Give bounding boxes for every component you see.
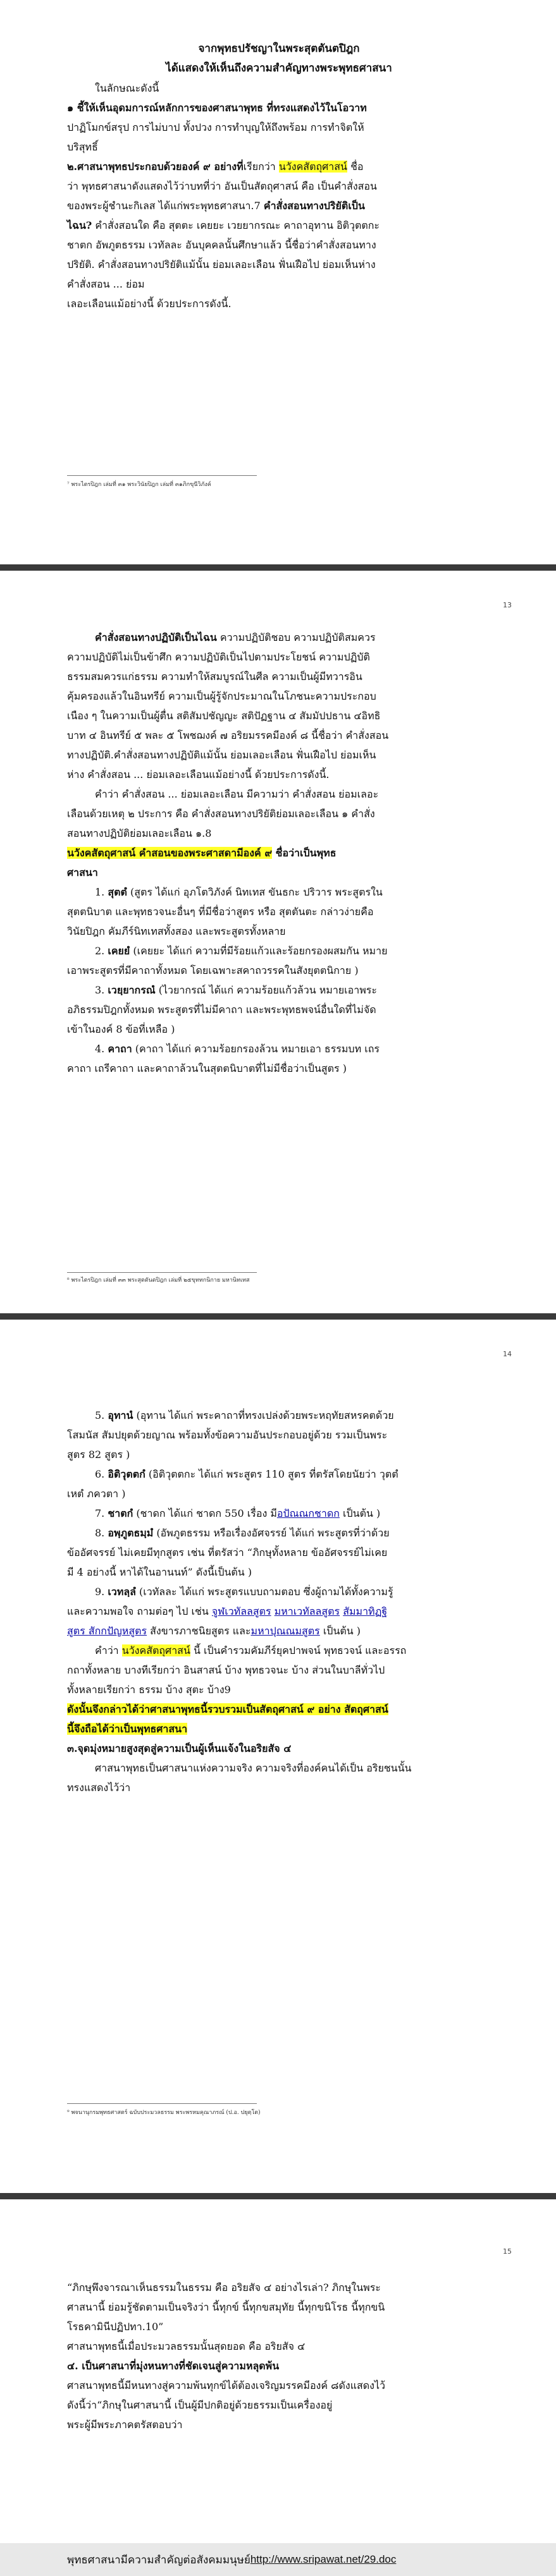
inline-text: คำสั่งสอนใด คือ สุตตะ เคยยะ เวยยากรณะ คาถาอุทาน อิติวุตตกะ — [92, 219, 380, 231]
list-number: 8. — [95, 1527, 108, 1539]
footnote: ⁷ พระไตรปิฎก เล่มที่ ๓๑ พระวินัยปิฎก เล่มที่ ๓๑ภิกขุนีวิภังค์ — [67, 482, 211, 488]
paragraph-line: โสมนัส สัมปยุตด้วยญาณ พร้อมทั้งข้อความอันประกอบอยู่ด้วย รวมเป็นพระ — [67, 1429, 388, 1441]
page-2-body — [67, 628, 491, 1078]
list-item — [67, 1406, 491, 1425]
heading-text: ๒.ศาสนาพุทธประกอบด้วยองค์ ๙ อย่างที่ — [67, 161, 244, 173]
section-heading-3: ๓.จุดมุ่งหมายสูงสุดสู่ความเป็นผู้เห็นแจ้งในอริยสัจ ๔ — [67, 1742, 292, 1754]
paragraph-line: ว่า พุทธศาสนาดังแสดงไว้ว่าบทที่ว่า อันเป็นสัตถุศาสน์ คือ เป็นคำสั่งสอน — [67, 180, 377, 192]
paragraph-line: ในลักษณะดังนี้ — [95, 82, 159, 94]
document-page-1 — [0, 0, 556, 488]
term: ชาตกํ — [108, 1507, 133, 1519]
page-number: 13 — [503, 601, 512, 609]
paragraph-line: เข้าในองค์ 8 ข้อที่เหลือ ) — [67, 1023, 175, 1035]
paragraph-line: ศาสนานี้ ย่อมรู้ชัดตามเป็นจริงว่า นี้ทุกข์ นี้ทุกขสมุทัย นี้ทุกขนิโรธ นี้ทุกขนิ — [67, 2301, 385, 2313]
list-item — [67, 1039, 491, 1059]
section-heading-1: ๑ ชี้ให้เห็นอุดมการณ์หลักการของศาสนาพุทธ ที่ทรงแสดงไว้ในโอวาท — [67, 102, 367, 114]
paragraph-line: เอาพระสูตรที่มีคาถาทั้งหมด โดยเฉพาะสคาถวรรคในสังยุตตนิกาย ) — [67, 964, 359, 976]
reference-link[interactable]: จูฬเวทัลลสูตร — [211, 1605, 271, 1617]
term: เวทลฺลํ — [108, 1586, 136, 1598]
inline-text: นี้ เป็นคำรวมคัมภีร์ยุคปาพจน์ พุทธวจน์ และอรรถ — [190, 1644, 407, 1656]
paragraph-line: สุตตนิบาต และพุทธวจนะอื่นๆ ที่มีชื่อว่าสูตร หรือ สุตตันตะ กล่าวง่ายคือ — [67, 906, 374, 918]
list-item — [67, 1582, 491, 1601]
list-number: 2. — [95, 945, 108, 957]
document-page-3 — [0, 1320, 556, 2192]
list-number: 4. — [95, 1043, 108, 1055]
paragraph-line: ธรรมสมควรแก่ธรรม ความทำให้สมบูรณ์ในศีล ความเป็นผู้มีทวารอิน — [67, 671, 362, 683]
paragraph-line: กถาทั้งหลาย บางทีเรียกว่า อินสาสน์ บ้าง พุทธวจนะ บ้าง ส่วนในบาลีทั่วไป — [67, 1664, 385, 1676]
highlighted-term: นวังคสัตถุศาสน์ — [121, 1644, 190, 1656]
bold-text: คำสั่งสอนทางปฏิบัติเป็นไฉน — [95, 631, 217, 643]
document-page-4 — [0, 2199, 556, 2543]
inline-text: (เวทัลละ ได้แก่ พระสูตรแบบถามตอบ ซึ่งผู้ถามได้ทั้งความรู้ — [135, 1586, 393, 1598]
paragraph-line: อภิธรรมปิฎกทั้งหมด พระสูตรที่ไม่มีคาถา และพระพุทธพจน์อื่นใดที่ไม่จัด — [67, 1004, 376, 1016]
paragraph-line: ปริยัติ. คำสั่งสอนทางปริยัติแม้นั้น ย่อมเลอะเลือน ฟั่นเฝือไป ย่อมเห็นห่าง — [67, 258, 376, 270]
paragraph-line — [67, 196, 491, 216]
inline-text: เป็นต้น ) — [339, 1507, 381, 1519]
term: อิติวุตตกํ — [108, 1468, 145, 1480]
paragraph-line: ปาฏิโมกข์สรุป การไม่บาป ทั้งปวง การทำบุญให้ถึงพร้อม การทำจิตให้ — [67, 121, 364, 133]
list-number: 6. — [95, 1468, 108, 1480]
paragraph-line: สอนทางปฏิบัติย่อมเลอะเลือน ๑.8 — [67, 827, 212, 839]
paragraph-line: เนือง ๆ ในความเป็นผู้ตื่น สติสัมปชัญญะ สติปัฏฐาน ๔ สัมมัปปธาน ๔อิทธิ — [67, 710, 381, 722]
paragraph-line: เลือนด้วยเหตุ ๒ ประการ คือ คำสั่งสอนทางปริยัติย่อมเลอะเลือน ๑ คำสั่ง — [67, 808, 375, 820]
paragraph-line: สูตร 82 สูตร ) — [67, 1449, 130, 1461]
term: สุตตํ — [108, 886, 127, 898]
page-3-body — [67, 1406, 491, 1797]
inline-text: (อิติวุตตกะ ได้แก่ พระสูตร 110 สูตร ที่ตรัสโดยนัยว่า วุตตํ — [145, 1468, 398, 1480]
paragraph-line — [67, 1621, 491, 1641]
footnote-rule — [67, 475, 257, 476]
list-number: 5. — [95, 1409, 108, 1421]
footnote-rule — [67, 2103, 257, 2104]
list-item — [67, 1523, 491, 1543]
page-1-body — [67, 39, 491, 313]
paragraph-line: คุ้มครองแล้วในอินทรีย์ ความเป็นผู้รู้จักประมาณในโภชนะความประกอบ — [67, 690, 376, 702]
paragraph-line: ความปฏิบัติไม่เป็นข้าศึก ความปฏิบัติเป็นไปตามประโยชน์ ความปฏิบัติ — [67, 651, 370, 663]
page-separator — [0, 1313, 556, 1320]
paragraph-line: คำสั่งสอน ... ย่อม — [67, 278, 145, 290]
inline-text: (อุทาน ได้แก่ พระคาถาที่ทรงเปล่งด้วยพระหฤทัยสหรคตด้วย — [133, 1409, 394, 1421]
term: เคยยํ — [108, 945, 130, 957]
term: อุทานํ — [108, 1409, 133, 1421]
section-heading — [67, 843, 491, 863]
paragraph-line: เลอะเลือนแม้อย่างนี้ ด้วยประการดังนี้. — [67, 298, 232, 310]
paragraph-line: ทางปฏิบัติ.คำสั่งสอนทางปฏิบัติแม้นั้น ย่อมเลอะเลือน ฟั่นเฝือไป ย่อมเห็น — [67, 749, 376, 761]
footer-url-link[interactable]: http://www.sripawat.net/29.doc — [250, 2553, 397, 2565]
paragraph-line — [67, 628, 491, 647]
term: คาถา — [108, 1043, 132, 1055]
highlighted-line: นี้จึงถือได้ว่าเป็นพุทธศาสนา — [67, 1723, 188, 1735]
reference-link[interactable]: มหาเวทัลลสูตร — [274, 1605, 340, 1617]
paragraph-line: ชาตก อัพภูตธรรม เวทัลละ อันบุคคลนั้นศึกษาแล้ว นี้ชื่อว่าคำสั่งสอนทาง — [67, 239, 376, 251]
footnote: ⁹ พจนานุกรมพุทธศาสตร์ ฉบับประมวลธรรม พระพรหมคุณาภรณ์ (ป.อ. ปยุตฺโต) — [67, 2110, 261, 2116]
paragraph-line — [67, 1641, 491, 1660]
paragraph-line: ศาสนาพุทธเป็นศาสนาแห่งความจริง ความจริงที่องค์คนได้เป็น อริยชนนั้น — [95, 1762, 412, 1774]
footnote: ⁸ พระไตรปิฎก เล่มที่ ๓๓ พระสุตตันตปิฎก เล่มที่ ๒๕ขุททกนิกาย มหานิทเทส — [67, 1277, 250, 1284]
highlighted-heading: นวังคสัตถุศาสน์ คำสอนของพระศาสดามีองค์ ๙ — [67, 847, 273, 859]
list-item — [67, 1504, 491, 1523]
list-number: 9. — [95, 1586, 108, 1598]
inline-text: (ชาดก ได้แก่ ชาดก 550 เรื่อง มี — [133, 1507, 277, 1519]
highlighted-term: นวังคสัตถุศาสน์ — [278, 161, 347, 173]
bold-text: ไฉน? — [67, 219, 92, 231]
bold-text: คำสั่งสอนทางปริยัติเป็น — [263, 200, 365, 212]
list-number: 1. — [95, 886, 108, 898]
list-item — [67, 941, 491, 961]
paragraph-line: ห่าง คำสั่งสอน ... ย่อมเลอะเลือนแม้อย่างนี้ ด้วยประการดังนี้. — [67, 769, 330, 781]
inline-text: สังขารภาชนิยสูตร และ — [147, 1625, 251, 1637]
paragraph-line: มี 4 อย่างนี้ หาได้ในอานนท์” ดังนี้เป็นต้น ) — [67, 1566, 252, 1578]
term: เวยฺยากรณํ — [108, 984, 156, 996]
inline-text: (อัพภูตธรรม หรือเรื่องอัศจรรย์ ได้แก่ พระสูตรที่ว่าด้วย — [153, 1527, 390, 1539]
paragraph-line: ศาสนาพุทธนี้เมื่อประมวลธรรมนั้นสุดยอด คือ อริยสัจ ๔ — [67, 2340, 306, 2352]
paragraph-line — [67, 1601, 491, 1621]
document-subtitle: ได้แสดงให้เห็นถึงความสำคัญทางพระพุทธศาสนา — [166, 62, 392, 75]
inline-text: คำว่า — [95, 1644, 122, 1656]
reference-link[interactable]: มหาปุณณมสูตร — [250, 1625, 320, 1637]
paragraph-line: ดังนี้ว่า“ภิกษุในศาสนานี้ เป็นผู้มีปกติอยู่ด้วยธรรมเป็นเครื่องอยู่ — [67, 2399, 333, 2411]
highlighted-paragraph — [67, 1719, 491, 1739]
page-4-body — [67, 2278, 491, 2434]
paragraph-line: เหตํ ภควตา ) — [67, 1488, 126, 1500]
paragraph-line: “ภิกษุพึงจารณาเห็นธรรมในธรรม คือ อริยสัจ ๔ อย่างไรเล่า? ภิกษุในพระ — [67, 2281, 381, 2293]
highlighted-paragraph — [67, 1699, 491, 1719]
inline-text: และความพอใจ ถามต่อๆ ไป เช่น — [67, 1605, 212, 1617]
paragraph-line: ข้ออัศจรรย์ ไม่เคยมีทุกสูตร เช่น ที่ตรัสว่า “ภิกษุทั้งหลาย ข้ออัศจรรย์ไม่เคย — [67, 1546, 388, 1558]
reference-link[interactable]: สัมมาทิฏฐิ — [343, 1605, 388, 1617]
section-heading-cont: ศาสนา — [67, 866, 98, 878]
paragraph-line: คำว่า คำสั่งสอน ... ย่อมเลอะเลือน มีความว่า คำสั่งสอน ย่อมเลอะ — [95, 788, 379, 800]
page-separator — [0, 564, 556, 571]
paragraph-line: บริสุทธิ์ — [67, 141, 98, 153]
paragraph-line: โรธคามินีปฏิปทา.10” — [67, 2321, 164, 2333]
document-page-2 — [0, 571, 556, 1284]
paragraph-line: ทั้งหลายเรียกว่า ธรรม บ้าง สุตะ บ้าง9 — [67, 1684, 231, 1696]
list-number: 3. — [95, 984, 108, 996]
reference-link[interactable]: สูตร — [67, 1625, 89, 1637]
list-item — [67, 882, 491, 902]
inline-text: (ไวยากรณ์ ได้แก่ ความร้อยแก้วล้วน หมายเอาพระ — [155, 984, 377, 996]
paragraph-line: ทรงแสดงไว้ว่า — [67, 1782, 131, 1794]
paragraph-line: คาถา เถรีคาถา และคาถาล้วนในสุตตนิบาตที่ไม่มีชื่อว่าเป็นสูตร ) — [67, 1062, 347, 1074]
inline-text: (สูตร ได้แก่ อุภโตวิภังค์ นิทเทส ขันธกะ ปริวาร พระสูตรใน — [127, 886, 383, 898]
section-heading-4: ๔. เป็นศาสนาที่มุ่งหนทางที่ชัดเจนสู่ความหลุดพ้น — [67, 2360, 280, 2372]
highlighted-line: ดังนั้นจึงกล่าวได้ว่าศาสนาพุทธนี้รวบรวมเป็นสัตถุศาสน์ ๙ อย่าง สัตถุศาสน์ — [67, 1703, 388, 1715]
section-heading-2 — [67, 157, 491, 176]
list-number: 7. — [95, 1507, 108, 1519]
footnote-rule — [67, 1272, 257, 1273]
page-separator — [0, 2193, 556, 2199]
paragraph-line: วินัยปิฎก คัมภีร์นิทเทสทั้งสอง และพระสูตรทั้งหลาย — [67, 925, 286, 937]
page-number: 15 — [503, 2247, 512, 2256]
paragraph-line: พระผู้มีพระภาคตรัสตอบว่า — [67, 2419, 183, 2431]
list-item — [67, 980, 491, 1000]
document-footer — [0, 2543, 556, 2576]
term: อพฺภูตธมฺมํ — [108, 1527, 154, 1539]
paragraph-line: บาท ๔ อินทรีย์ ๕ พละ ๕ โพชฌงค์ ๗ อริยมรรคมีองค์ ๘ นี้ชื่อว่า คำสั่งสอน — [67, 729, 389, 741]
reference-link[interactable]: สักกปัญหสูตร — [88, 1625, 147, 1637]
inline-text: เรียกว่า — [243, 161, 279, 173]
list-item — [67, 1464, 491, 1484]
footer-text: พุทธศาสนามีความสำคัญต่อสังคมมนุษย์ — [67, 2553, 250, 2566]
inline-text: เป็นต้น ) — [319, 1625, 361, 1637]
page-number: 14 — [503, 1350, 512, 1358]
inline-text: ชื่อ — [347, 161, 364, 173]
inline-text: ความปฏิบัติชอบ ความปฏิบัติสมควร — [216, 631, 376, 643]
inline-text: (เคยยะ ได้แก่ ความที่มีร้อยแก้วและร้อยกรองผสมกัน หมาย — [130, 945, 388, 957]
inline-text: (คาถา ได้แก่ ความร้อยกรองล้วน หมายเอา ธรรมบท เถร — [132, 1043, 380, 1055]
inline-text: ของพระผู้ชำนะกิเลส ได้แก่พระพุทธศาสนา.7 — [67, 200, 264, 212]
paragraph-line — [67, 216, 491, 235]
paragraph-line: ศาสนาพุทธนี้มีหนทางสู่ความพ้นทุกข์ได้ต้องเจริญมรรคมีองค์ ๘ดังแสดงไว้ — [67, 2379, 386, 2391]
document-title: จากพุทธปรัชญาในพระสุตตันตปิฎก — [198, 42, 360, 55]
heading-text: ชื่อว่าเป็นพุทธ — [272, 847, 337, 859]
reference-link[interactable]: อปัณณกชาดก — [276, 1507, 340, 1519]
